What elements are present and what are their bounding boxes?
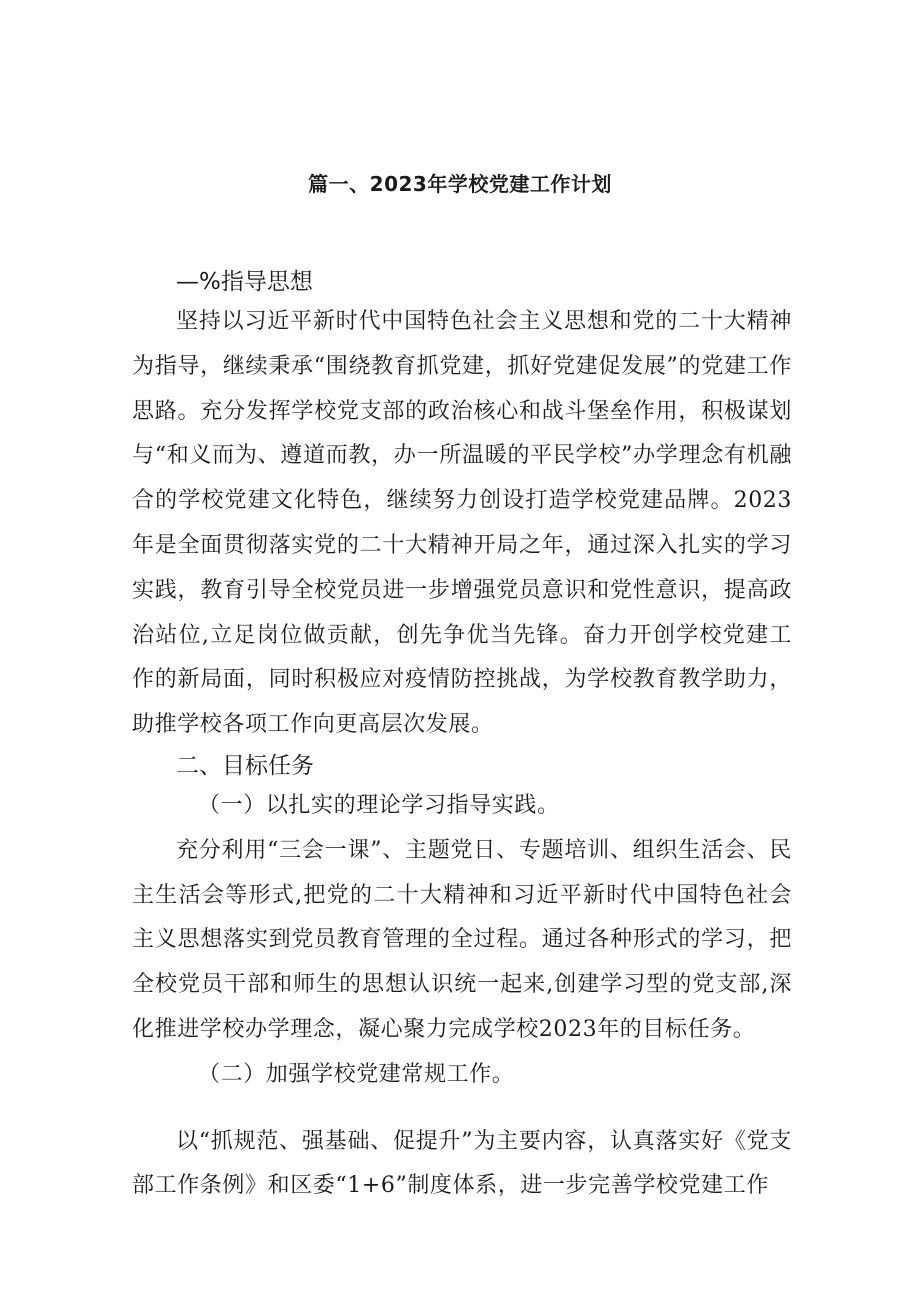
subsection-title-theory-study: （一）以扎实的理论学习指导实践。 bbox=[198, 792, 560, 818]
paragraph-guiding-thought: 坚持以习近平新时代中国特色社会主义思想和党的二十大精神为指导，继续秉承“围绕教育抓党建，抓好党建促发展”的党建工作思路。充分发挥学校党支部的政治核心和战斗堡垒作用，积极谋划与“和义而为、遵道而教，办一所温暖的平民学校”办学理念有机融合的学校党建文化特色，继续努力创设打造学校党建品牌。2023年是全面贯彻落实党的二十大精神开局之年，通过深入扎实的学习实践，教育引导全校党员进一步增强党员意识和党性意识，提高政治站位,立足岗位做贡献，创先争优当先锋。奋力开创学校党建工作的新局面，同时积极应对疫情防控挑战，为学校教育教学助力，助推学校各项工作向更高层次发展。 bbox=[132, 309, 792, 738]
paragraph-party-routine: 以“抓规范、强基础、促提升”为主要内容，认真落实好《党支部工作条例》和区委“1+6”制度体系，进一步完善学校党建工作 bbox=[132, 1128, 792, 1199]
document-title: 篇一、2023年学校党建工作计划 bbox=[308, 172, 612, 196]
document-body bbox=[132, 264, 792, 1209]
paragraph-gap bbox=[132, 1098, 792, 1120]
section-heading-guiding-thought: —%指导思想 bbox=[176, 269, 313, 295]
section-heading-goals: 二、目标任务 bbox=[176, 752, 314, 779]
subsection-title-party-routine: （二）加强学校党建常规工作。 bbox=[198, 1061, 515, 1087]
paragraph-theory-study: 充分利用“三会一课”、主题党日、专题培训、组织生活会、民主生活会等形式,把党的二十大精神和习近平新时代中国特色社会主义思想落实到党员教育管理的全过程。通过各种形式的学习，把全校党员干部和师生的思想认识统一起来,创建学习型的党支部,深化推进学校办学理念，凝心聚力完成学校2023年的目标任务。 bbox=[132, 837, 792, 1042]
